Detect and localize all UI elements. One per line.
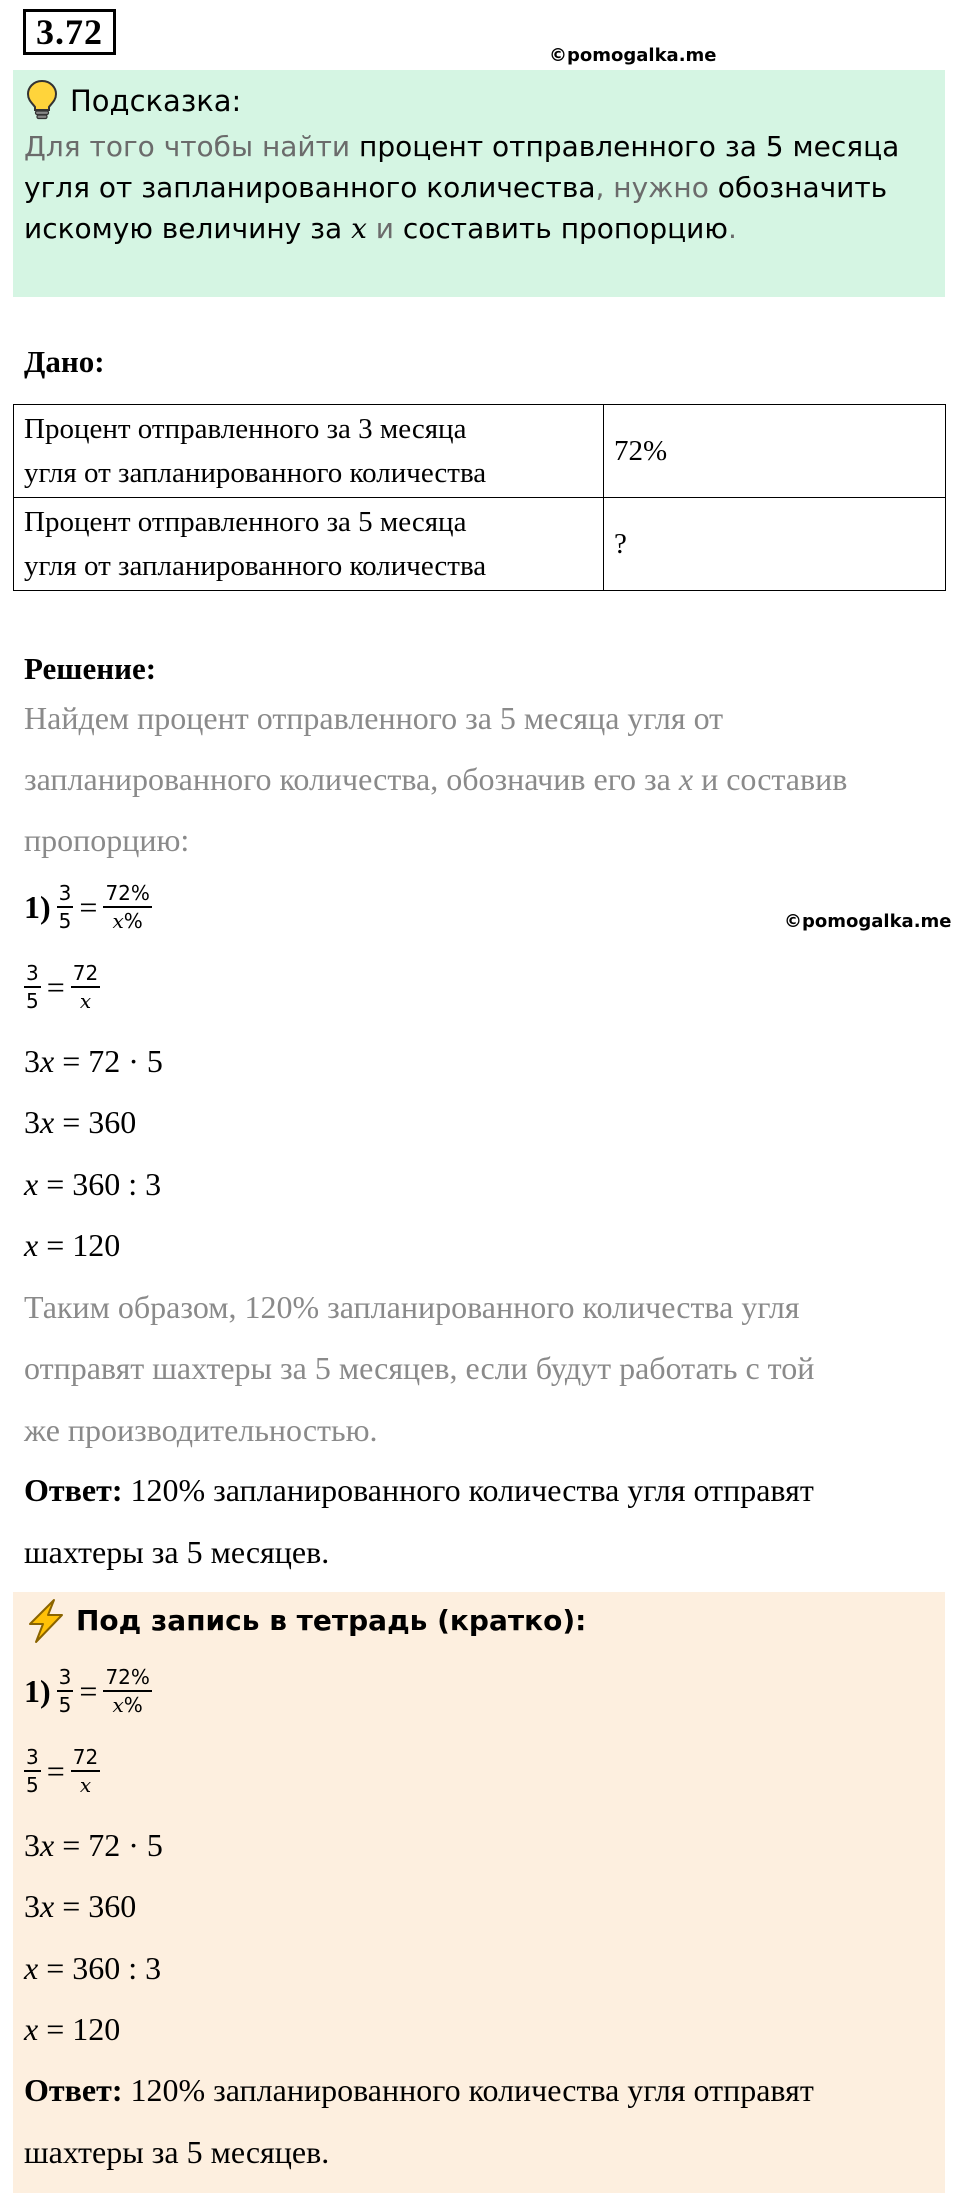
hint-line-1: Для того чтобы найти процент отправленного за 5 месяца [24, 130, 900, 163]
notebook-equation-line-6: x = 120 [24, 2011, 121, 2047]
notebook-proportion-simplified: $\frac{3}{5}$ = $\frac{72}{x}$ [26, 1745, 99, 1797]
notebook-title: Под запись в тетрадь (кратко): [76, 1604, 587, 1637]
solution-title: Решение: [24, 651, 157, 686]
fraction-3-5: $\frac{3}{5}$ [26, 961, 39, 1013]
solution-intro-line-3: пропорцию: [24, 822, 190, 858]
problem-number: 3.72 [23, 9, 116, 55]
fraction-3-5: $\frac{3}{5}$ [58, 1665, 72, 1717]
conclusion-line-1: Таким образом, 120% запланированного количества угля [24, 1289, 800, 1325]
equation-line-3: 3x = 72 · 5 [24, 1043, 163, 1079]
notebook-equation-line-4: 3x = 360 [24, 1888, 137, 1924]
equation-line-4: 3x = 360 [24, 1104, 137, 1140]
equation-line-6: x = 120 [24, 1227, 121, 1263]
notebook-equation-line-3: 3x = 72 · 5 [24, 1827, 163, 1863]
fraction-72-x: $\frac{72}{x}$ [72, 1745, 99, 1797]
watermark-top: ©pomogalka.me [549, 45, 717, 66]
equation-line-5: x = 360 : 3 [24, 1166, 162, 1202]
given-label-cell: Процент отправленного за 5 месяца угля от запланированного количества [14, 498, 604, 591]
given-table [13, 404, 946, 591]
answer-line-1: Ответ: 120% запланированного количества угля отправят [24, 1472, 814, 1508]
proportion-simplified: $\frac{3}{5}$ = $\frac{72}{x}$ [26, 961, 99, 1013]
notebook-proportion-equation: 1) $\frac{3}{5}$ = $\frac{72\%}{x\%}$ [24, 1665, 150, 1717]
given-label-cell: Процент отправленного за 3 месяца угля от запланированного количества [14, 405, 604, 498]
given-value-cell: 72% [604, 405, 946, 498]
proportion-equation: 1) $\frac{3}{5}$ = $\frac{72\%}{x\%}$ [24, 881, 150, 933]
fraction-3-5: $\frac{3}{5}$ [58, 881, 72, 933]
notebook-answer-line-1: Ответ: 120% запланированного количества угля отправят [24, 2072, 814, 2108]
solution-intro-line-1: Найдем процент отправленного за 5 месяца угля от [24, 700, 724, 736]
answer-line-2: шахтеры за 5 месяцев. [24, 1534, 330, 1570]
table-row [14, 498, 946, 591]
hint-line-2: угля от запланированного количества, нужно обозначить [24, 171, 888, 204]
conclusion-line-2: отправят шахтеры за 5 месяцев, если будут работать с той [24, 1350, 815, 1386]
notebook-answer-line-2: шахтеры за 5 месяцев. [24, 2134, 330, 2170]
notebook-equation-line-5: x = 360 : 3 [24, 1950, 162, 1986]
lightning-icon [24, 1598, 68, 1644]
conclusion-line-3: же производительностью. [24, 1412, 378, 1448]
table-row [14, 405, 946, 498]
hint-title: Подсказка: [70, 84, 242, 118]
fraction-72pct-xpct: $\frac{72\%}{x\%}$ [105, 1665, 150, 1717]
fraction-3-5: $\frac{3}{5}$ [26, 1745, 39, 1797]
watermark-middle: ©pomogalka.me [784, 911, 952, 932]
fraction-72pct-xpct: $\frac{72\%}{x\%}$ [105, 881, 150, 933]
lightbulb-icon [24, 78, 60, 120]
solution-intro-line-2: запланированного количества, обозначив его за x и составив [24, 761, 848, 797]
hint-line-3: искомую величину за x и составить пропорцию. [24, 212, 737, 245]
given-value-cell: ? [604, 498, 946, 591]
fraction-72-x: $\frac{72}{x}$ [72, 961, 99, 1013]
given-title: Дано: [24, 344, 105, 379]
